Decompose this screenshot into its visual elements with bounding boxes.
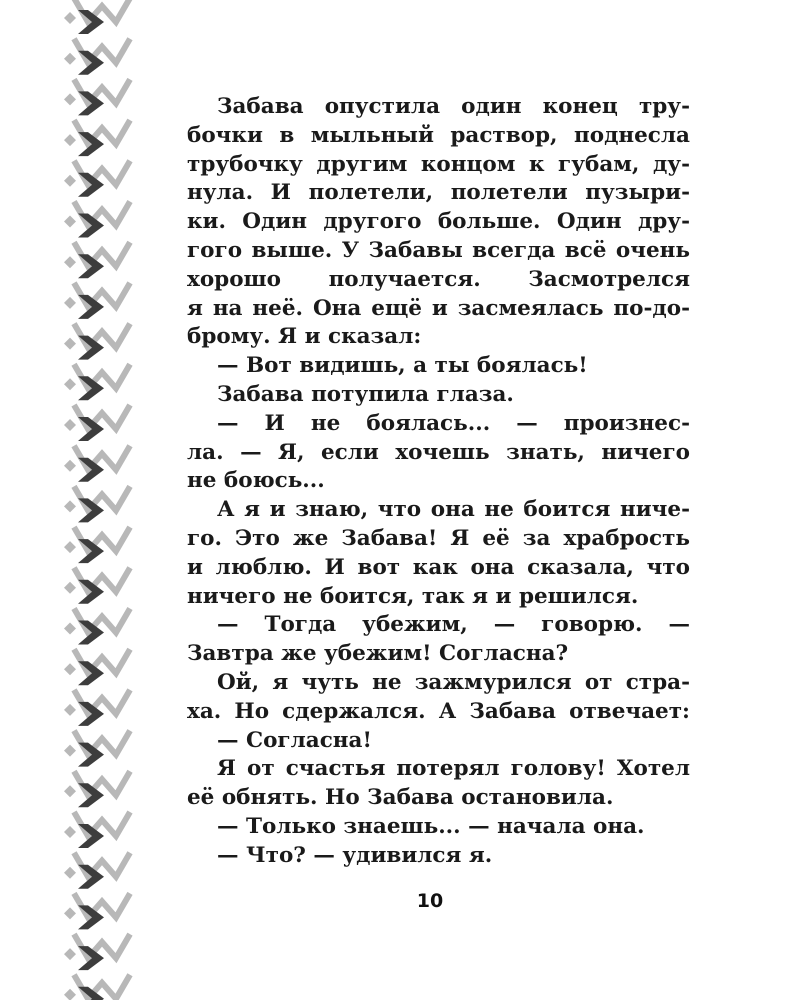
ornament-row xyxy=(64,161,130,197)
text-line-20: Завтра же убежим! Согласна? xyxy=(187,641,569,667)
diamond-ornament xyxy=(64,419,76,431)
text-line-3: трубочку другим концом к губам, ду- xyxy=(187,151,690,177)
text-line-9: брому. Я и сказал: xyxy=(187,324,422,350)
text-line-7: хорошо получается. Засмотрелся xyxy=(187,266,690,292)
diamond-ornament xyxy=(64,541,76,553)
ornament-row xyxy=(64,486,130,522)
ornament-row xyxy=(64,202,130,238)
diamond-ornament xyxy=(64,93,76,105)
text-line-11: Забава потупила глаза. xyxy=(217,381,514,407)
text-line-25: её обнять. Но Забава остановила. xyxy=(187,785,614,811)
diamond-ornament xyxy=(64,989,76,1000)
text-line-1: Забава опустила один конец тру- xyxy=(217,94,690,119)
diamond-ornament xyxy=(64,53,76,65)
diamond-ornament xyxy=(64,745,76,757)
diamond-ornament xyxy=(64,785,76,797)
ornament-row xyxy=(64,120,130,156)
text-line-2: бочки в мыльный раствор, поднесла xyxy=(187,122,690,148)
diamond-ornament xyxy=(64,338,76,350)
diamond-ornament xyxy=(64,175,76,187)
ornament-row xyxy=(64,39,130,75)
ornament-row xyxy=(64,690,130,726)
diamond-ornament xyxy=(64,134,76,146)
diamond-ornament xyxy=(64,460,76,472)
text-line-23: — Согласна! xyxy=(217,727,372,753)
ornament-row xyxy=(64,771,130,807)
text-line-4: нула. И полетели, полетели пузыри- xyxy=(187,180,690,206)
diamond-ornament xyxy=(64,948,76,960)
ornament-row xyxy=(64,934,130,970)
ornament-border xyxy=(0,0,140,1000)
ornament-row xyxy=(64,812,130,848)
text-line-22: ха. Но сдержался. А Забава отвечает: xyxy=(187,698,690,724)
diamond-ornament xyxy=(64,256,76,268)
text-line-19: — Тогда убежим, — говорю. — xyxy=(217,612,690,638)
diamond-ornament xyxy=(64,826,76,838)
ornament-row xyxy=(64,364,130,400)
text-line-13: ла. — Я, если хочешь знать, ничего xyxy=(187,439,690,465)
ornament-row xyxy=(64,975,130,1000)
text-line-5: ки. Один другого больше. Один дру- xyxy=(187,209,690,235)
text-line-16: го. Это же Забава! Я её за храбрость xyxy=(187,525,690,551)
ornament-row xyxy=(64,649,130,685)
ornament-row xyxy=(64,405,130,441)
text-line-15: А я и знаю, что она не боится ниче- xyxy=(217,497,690,523)
diamond-ornament xyxy=(64,378,76,390)
ornament-row xyxy=(64,527,130,563)
ornament-row xyxy=(64,853,130,889)
ornament-row xyxy=(64,324,130,360)
diamond-ornament xyxy=(64,500,76,512)
diamond-ornament xyxy=(64,867,76,879)
ornament-row xyxy=(64,568,130,604)
text-line-8: я на неё. Она ещё и засмеялась по-до- xyxy=(187,295,690,321)
ornament-row xyxy=(64,0,130,34)
diamond-ornament xyxy=(64,297,76,309)
diamond-ornament xyxy=(64,12,76,24)
text-line-6: гого выше. У Забавы всегда всё очень xyxy=(187,237,690,263)
diamond-ornament xyxy=(64,216,76,228)
diamond-ornament xyxy=(64,623,76,635)
ornament-row xyxy=(64,609,130,645)
text-line-21: Ой, я чуть не зажмурился от стра- xyxy=(217,669,690,695)
ornament-row xyxy=(64,79,130,115)
text-line-27: — Что? — удивился я. xyxy=(217,842,493,868)
diamond-ornament xyxy=(64,663,76,675)
text-line-18: ничего не боится, так я и решился. xyxy=(187,583,639,609)
page-number: 10 xyxy=(416,890,444,912)
ornament-row xyxy=(64,242,130,278)
ornament-row xyxy=(64,283,130,319)
ornament-row xyxy=(64,731,130,767)
text-line-12: — И не боялась... — произнес- xyxy=(217,410,690,436)
ornament-row xyxy=(64,446,130,482)
diamond-ornament xyxy=(64,582,76,594)
diamond-ornament xyxy=(64,704,76,716)
text-line-14: не боюсь... xyxy=(187,468,325,494)
text-line-26: — Только знаешь... — начала она. xyxy=(217,813,645,839)
text-line-10: — Вот видишь, а ты боялась! xyxy=(217,353,588,379)
page-text xyxy=(187,93,690,871)
text-line-17: и люблю. И вот как она сказала, что xyxy=(187,554,690,580)
text-line-24: Я от счастья потерял голову! Хотел xyxy=(217,756,690,782)
